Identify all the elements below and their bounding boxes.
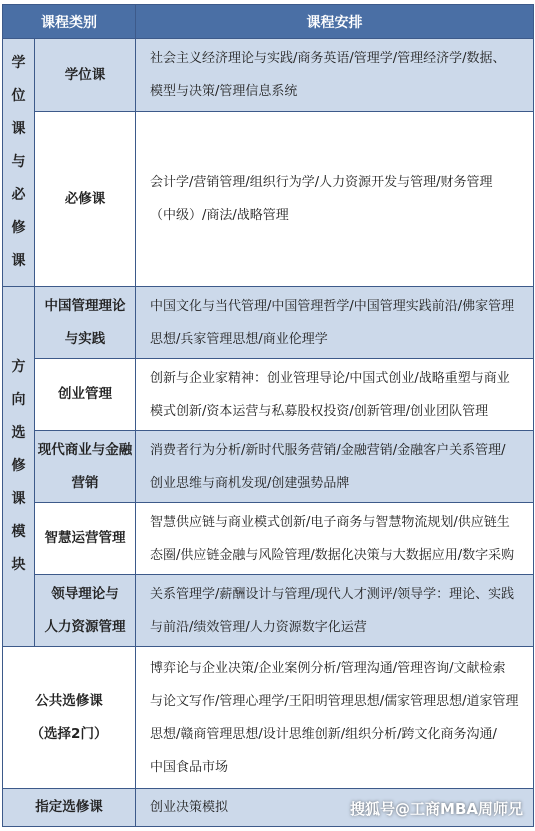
table-row [3, 287, 534, 359]
curriculum-table [2, 4, 534, 827]
course-list-modern-business: 消费者行为分析/新时代服务营销/金融营销/金融客户关系管理/ 创业思维与商机发现/创建强势品牌 [136, 431, 534, 503]
course-type-required: 必修课 [35, 112, 136, 287]
group-degree-required: 学 位 课 与 必 修 课 [3, 39, 35, 287]
course-type-entrepreneurship: 创业管理 [35, 359, 136, 431]
table-header-row [3, 5, 534, 39]
table-row [3, 359, 534, 431]
course-list-public-elective: 博弈论与企业决策/企业案例分析/管理沟通/管理咨询/文献检索 与论文写作/管理心理学/王阳明管理思想/儒家管理思想/道家管理 思想/赣商管理思想/设计思维创新/组织分析/跨文化商务沟通/ 中国食品市场 [136, 647, 534, 789]
table-row [3, 112, 534, 287]
table-row [3, 647, 534, 789]
header-course-arrangement: 课程安排 [136, 5, 534, 39]
course-list-required: 会计学/营销管理/组织行为学/人力资源开发与管理/财务管理 （中级）/商法/战略管理 [136, 112, 534, 287]
group-direction-module: 方 向 选 修 课 模 块 [3, 287, 35, 647]
course-list-degree: 社会主义经济理论与实践/商务英语/管理学/管理经济学/数据、 模型与决策/管理信息系统 [136, 39, 534, 112]
course-list-designated-elective: 创业决策模拟 [136, 789, 534, 827]
course-list-leadership-hr: 关系管理学/薪酬设计与管理/现代人才测评/领导学：理论、实践 与前沿/绩效管理/人力资源数字化运营 [136, 575, 534, 647]
course-type-designated-elective: 指定选修课 [3, 789, 136, 827]
course-list-smart-operations: 智慧供应链与商业模式创新/电子商务与智慧物流规划/供应链生 态圈/供应链金融与风险管理/数据化决策与大数据应用/数字采购 [136, 503, 534, 575]
header-course-category: 课程类别 [3, 5, 136, 39]
table-row [3, 39, 534, 112]
table-row [3, 503, 534, 575]
course-type-china-management: 中国管理理论 与实践 [35, 287, 136, 359]
course-type-public-elective: 公共选修课 （选择2门） [3, 647, 136, 789]
watermark: 搜狐号@工商MBA周师兄 [350, 800, 523, 818]
course-type-modern-business: 现代商业与金融 营销 [35, 431, 136, 503]
course-type-degree: 学位课 [35, 39, 136, 112]
course-type-smart-operations: 智慧运营管理 [35, 503, 136, 575]
course-list-china-management: 中国文化与当代管理/中国管理哲学/中国管理实践前沿/佛家管理 思想/兵家管理思想/商业伦理学 [136, 287, 534, 359]
table-row [3, 431, 534, 503]
table-row [3, 575, 534, 647]
course-list-entrepreneurship: 创新与企业家精神：创业管理导论/中国式创业/战略重塑与商业 模式创新/资本运营与私募股权投资/创新管理/创业团队管理 [136, 359, 534, 431]
course-type-leadership-hr: 领导理论与 人力资源管理 [35, 575, 136, 647]
